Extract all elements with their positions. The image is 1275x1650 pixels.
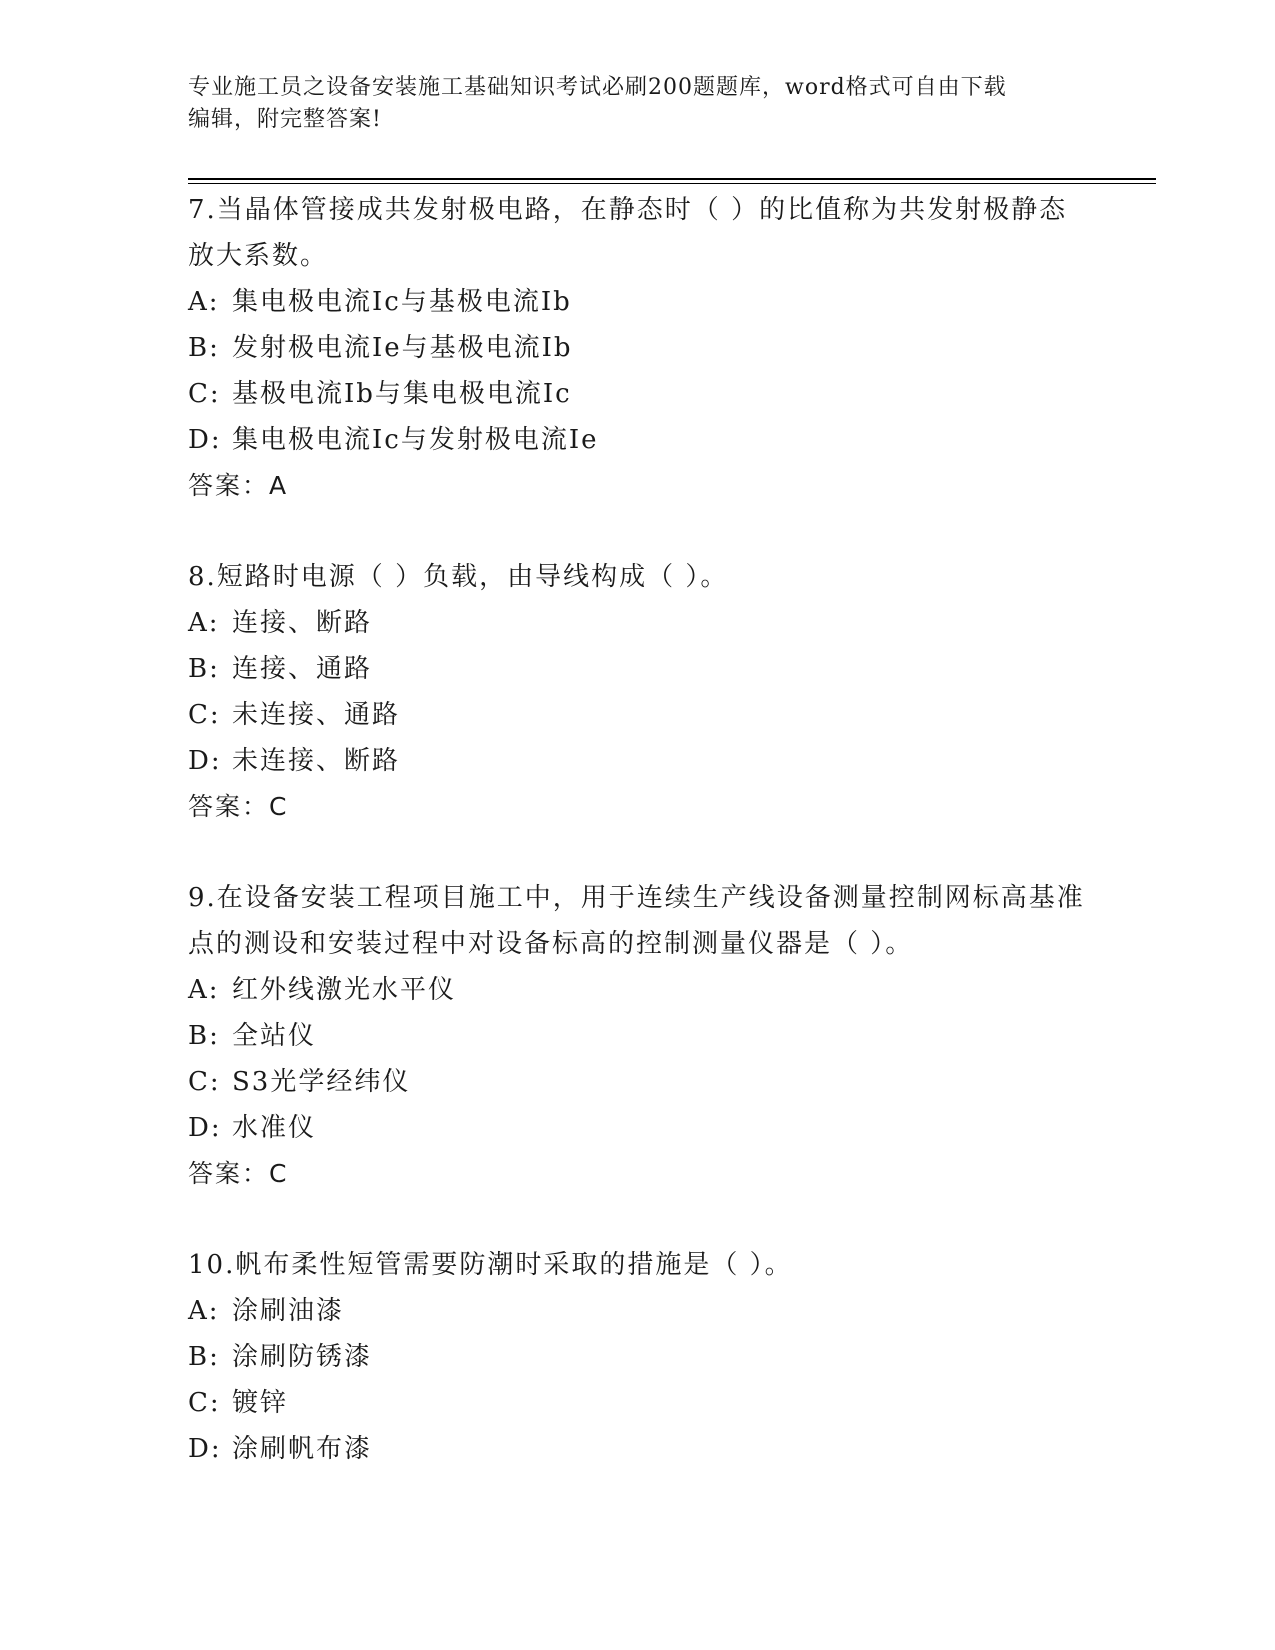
option-text: 发射极电流Ie与基极电流Ib (232, 333, 573, 363)
question-stem: 8.短路时电源（ ）负载，由导线构成（ ）。 (188, 562, 729, 592)
option-text: 集电极电流Ic与基极电流Ib (232, 287, 572, 317)
option-text: 集电极电流Ic与发射极电流Ie (232, 425, 599, 455)
question-list (188, 187, 1088, 1517)
option-text: 未连接、通路 (232, 700, 401, 730)
answer-line: 答案：C (188, 1159, 289, 1188)
question-10 (188, 1242, 1088, 1472)
option-key: B: (188, 333, 220, 363)
option-key: D: (188, 746, 222, 776)
option-text: 基极电流Ib与集电极电流Ic (232, 379, 572, 409)
option-a (188, 1288, 1088, 1334)
question-stem: 9.在设备安装工程项目施工中，用于连续生产线设备测量控制网标高基准点的测设和安装过程中对设备标高的控制测量仪器是（ ）。 (188, 883, 1085, 959)
question-7 (188, 187, 1088, 509)
answer-line: 答案：A (188, 471, 289, 500)
header-divider-thick (188, 178, 1156, 180)
question-stem: 10.帆布柔性短管需要防潮时采取的措施是（ ）。 (188, 1250, 793, 1280)
option-c (188, 371, 1088, 417)
option-text: 连接、断路 (232, 608, 373, 638)
option-b (188, 325, 1088, 371)
option-d (188, 1426, 1088, 1472)
option-c (188, 1380, 1088, 1426)
option-key: B: (188, 1342, 220, 1372)
option-b (188, 1013, 1088, 1059)
option-a (188, 600, 1088, 646)
option-text: 镀锌 (232, 1388, 289, 1418)
option-d (188, 738, 1088, 784)
option-key: C: (188, 1067, 221, 1097)
option-a (188, 967, 1088, 1013)
option-key: D: (188, 1434, 222, 1464)
answer-line: 答案：C (188, 792, 289, 821)
option-key: A: (188, 1296, 220, 1326)
option-key: A: (188, 975, 220, 1005)
option-text: 红外线激光水平仪 (232, 975, 457, 1005)
option-c (188, 1059, 1088, 1105)
option-key: B: (188, 1021, 220, 1051)
header-title-line-2: 编辑，附完整答案! (188, 107, 382, 132)
option-key: C: (188, 379, 221, 409)
option-key: A: (188, 608, 220, 638)
option-key: A: (188, 287, 220, 317)
header-divider-thin (188, 183, 1156, 184)
option-text: 全站仪 (232, 1021, 317, 1051)
option-b (188, 1334, 1088, 1380)
question-9 (188, 875, 1088, 1197)
option-key: C: (188, 1388, 221, 1418)
option-text: 连接、通路 (232, 654, 373, 684)
option-key: D: (188, 425, 222, 455)
option-text: 水准仪 (232, 1113, 317, 1143)
option-d (188, 1105, 1088, 1151)
option-text: 涂刷帆布漆 (232, 1434, 373, 1464)
option-text: 涂刷油漆 (232, 1296, 345, 1326)
option-key: B: (188, 654, 220, 684)
option-text: 未连接、断路 (232, 746, 401, 776)
option-key: C: (188, 700, 221, 730)
question-stem: 7.当晶体管接成共发射极电路，在静态时（ ）的比值称为共发射极静态放大系数。 (188, 195, 1068, 271)
option-text: 涂刷防锈漆 (232, 1342, 373, 1372)
document-header (188, 72, 1078, 136)
option-a (188, 279, 1088, 325)
option-b (188, 646, 1088, 692)
option-c (188, 692, 1088, 738)
header-title-line-1: 专业施工员之设备安装施工基础知识考试必刷200题题库，word格式可自由下载 (188, 75, 1007, 100)
question-8 (188, 554, 1088, 830)
option-key: D: (188, 1113, 222, 1143)
option-d (188, 417, 1088, 463)
option-text: S3光学经纬仪 (232, 1067, 411, 1097)
